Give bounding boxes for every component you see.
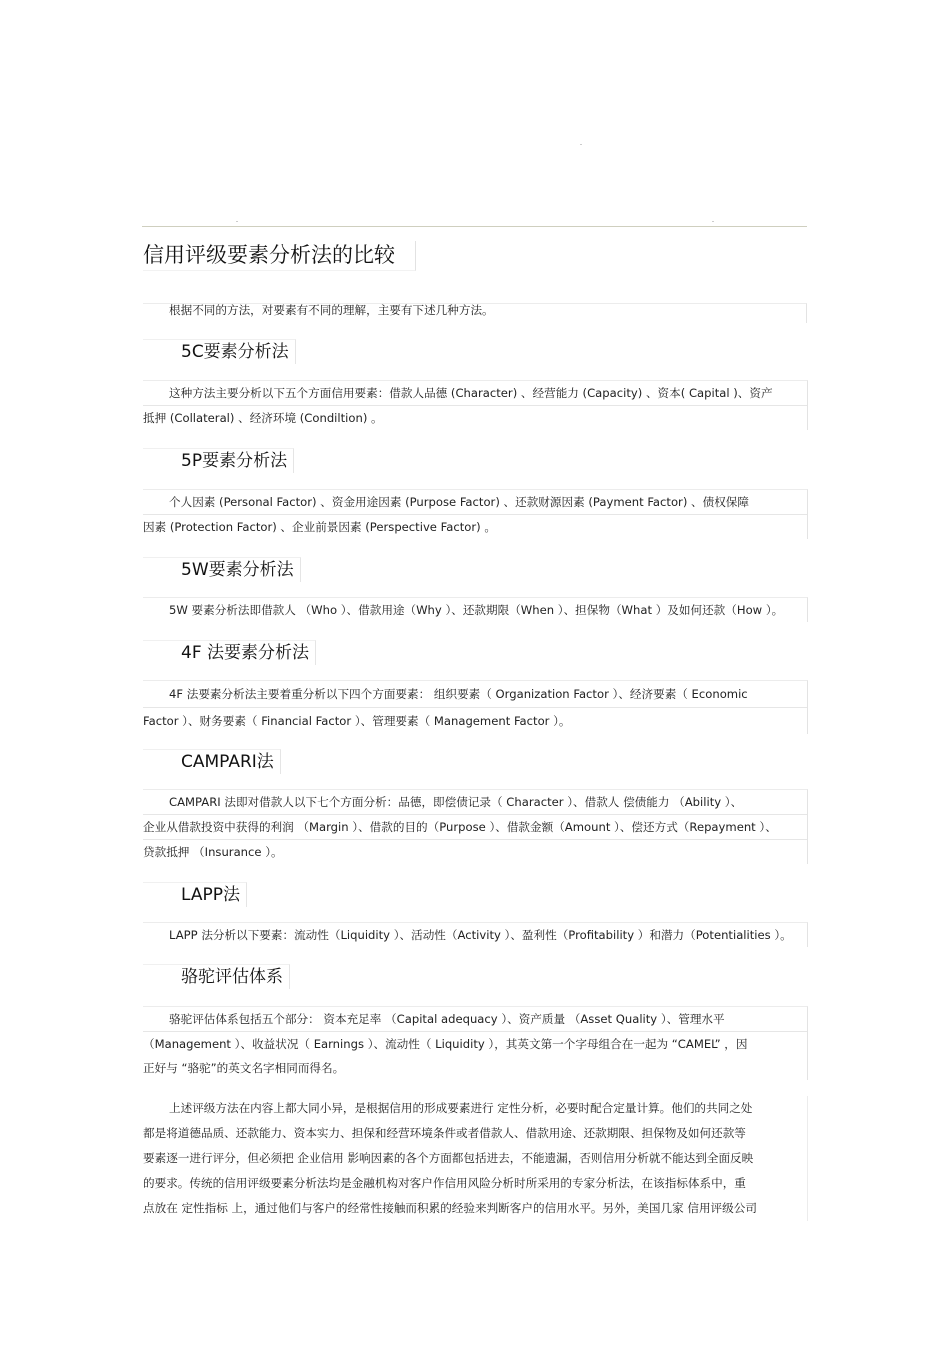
text-line: 要素逐一进行评分，但必须把 企业信用 影响因素的各个方面都包括进去，不能遗漏，否则信用分析就不能达到全面反映 bbox=[143, 1151, 754, 1165]
scan-speck bbox=[580, 144, 582, 145]
section-body-4f bbox=[143, 680, 808, 734]
section-heading-camel: 骆驼评估体系 bbox=[143, 964, 290, 989]
text-line: 都是将道德品质、还款能力、资本实力、担保和经营环境条件或者借款人、借款用途、还款期限、担保物及如何还款等 bbox=[143, 1126, 746, 1140]
section-body-lapp bbox=[143, 922, 808, 947]
text-line: CAMPARI 法即对借款人以下七个方面分析：品德，即偿债记录（ Character ）、借款人 偿债能力 （Ability ）、 bbox=[143, 790, 807, 815]
header-rule bbox=[142, 226, 807, 227]
text-line: 企业从借款投资中获得的利润 （Margin ）、借款的目的（Purpose ）、借款金额（Amount ）、偿还方式（Repayment ）、 bbox=[143, 815, 807, 840]
text-line: 4F 法要素分析法主要着重分析以下四个方面要素： 组织要素（ Organization Factor ）、经济要素（ Economic bbox=[143, 681, 807, 708]
text-line: 个人因素 (Personal Factor) 、资金用途因素 (Purpose Factor) 、还款财源因素 (Payment Factor) 、债权保障 bbox=[143, 490, 807, 515]
text-line: 5W 要素分析法即借款人 （Who ）、借款用途（Why ）、还款期限（When ）、担保物（What ）及如何还款（How ）。 bbox=[169, 603, 784, 617]
text-line: 点放在 定性指标 上，通过他们与客户的经常性接触而积累的经验来判断客户的信用水平。另外，美国几家 信用评级公司 bbox=[143, 1201, 757, 1215]
text-line: 贷款抵押 （Insurance ）。 bbox=[143, 845, 283, 859]
text-line: 因素 (Protection Factor) 、企业前景因素 (Perspective Factor) 。 bbox=[143, 520, 496, 534]
section-heading-5p: 5P要素分析法 bbox=[143, 448, 294, 473]
document-title: 信用评级要素分析法的比较 bbox=[143, 241, 416, 271]
section-heading-5c: 5C要素分析法 bbox=[143, 339, 296, 364]
text-line: 骆驼评估体系包括五个部分： 资本充足率 （Capital adequacy ）、资产质量 （Asset Quality ）、管理水平 bbox=[143, 1007, 807, 1032]
text-line: 抵押 (Collateral) 、经济环境 (Condiltion) 。 bbox=[143, 411, 383, 425]
text-line: Factor ）、财务要素（ Financial Factor ）、管理要素（ Management Factor ）。 bbox=[143, 714, 571, 728]
section-body-5p bbox=[143, 489, 808, 539]
intro-paragraph: 根据不同的方法，对要素有不同的理解，主要有下述几种方法。 bbox=[143, 303, 807, 323]
section-body-5w bbox=[143, 597, 808, 622]
section-body-campari bbox=[143, 789, 808, 864]
text-line: 上述评级方法在内容上都大同小异，是根据信用的形成要素进行 定性分析，必要时配合定量计算。他们的共同之处 bbox=[169, 1101, 753, 1115]
text-line: 的要求。传统的信用评级要素分析法均是金融机构对客户作信用风险分析时所采用的专家分析法，在该指标体系中，重 bbox=[143, 1176, 746, 1190]
scan-speck bbox=[712, 221, 714, 222]
text-line: （Management ）、收益状况（ Earnings ）、流动性（ Liquidity ），其英文第一个字母组合在一起为 “CAMEL” ，因 bbox=[143, 1037, 748, 1051]
scan-speck bbox=[236, 221, 238, 222]
section-heading-lapp: LAPP法 bbox=[143, 882, 247, 907]
summary-paragraph bbox=[143, 1096, 808, 1221]
text-line: 这种方法主要分析以下五个方面信用要素：借款人品德 (Character) 、经营能力 (Capacity) 、资本( Capital )、资产 bbox=[143, 381, 807, 406]
section-heading-campari: CAMPARI法 bbox=[143, 749, 281, 774]
section-heading-5w: 5W要素分析法 bbox=[143, 557, 301, 582]
section-body-5c bbox=[143, 380, 808, 430]
text-line: 正好与 “骆驼”的英文名字相同而得名。 bbox=[143, 1061, 345, 1075]
text-line: LAPP 法分析以下要素：流动性（Liquidity ）、活动性（Activity ）、盈利性（Profitability ）和潜力（Potentialities ）。 bbox=[169, 928, 792, 942]
section-body-camel bbox=[143, 1006, 808, 1080]
section-heading-4f: 4F 法要素分析法 bbox=[143, 640, 316, 665]
